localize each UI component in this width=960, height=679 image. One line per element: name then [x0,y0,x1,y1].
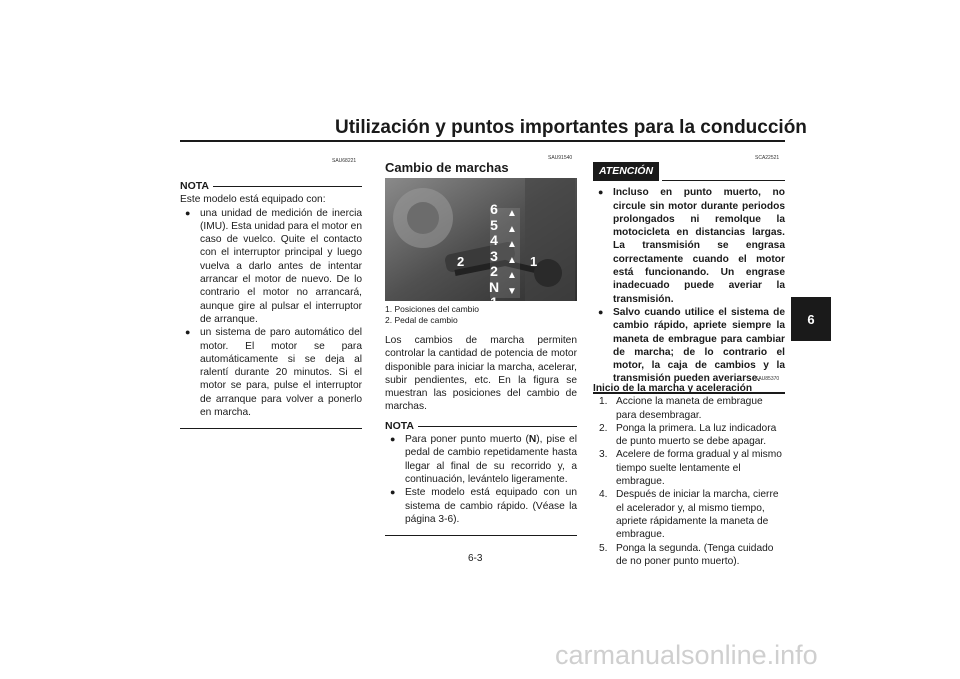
subsection-title: Inicio de la marcha y aceleración [593,383,753,394]
atencion-badge: ATENCIÓN [593,162,659,181]
list-item: 4. Después de iniciar la marcha, cierre el acelerador y, al mismo tiempo, apriete rápidamente la maneta de embrague. [599,489,779,541]
right-column [593,162,785,394]
list-item: ● una unidad de medición de inercia (IMU). Esta unidad para el motor en caso de vuelco. Quite el contacto con el interruptor principal y luego vuelva a darlo antes de intentar arrancar el motor de nuevo. De lo contrario el motor no arrancará, aunque gire al pulsar el interruptor de arranque. [180,207,362,327]
nota-heading [385,420,577,433]
reference-code: SAU91540 [548,155,573,161]
gear-label: 3 [490,247,498,264]
reference-code: SAU68221 [332,158,357,164]
list-item: ● Incluso en punto muerto, no circule sin motor durante periodos prolongados ni remolque la motocicleta en distancias largas. La transmisión se engrasa correctamente cuando el motor está funcionando. Un engrase inadecuado puede averiar la transmisión. [593,186,785,306]
gear-label: 2 [490,263,498,279]
atencion-rule [662,180,785,181]
gear-label: N [488,278,500,295]
reference-code: SCA22521 [755,155,780,161]
caption-item: 1. Posiciones del cambio [385,304,480,314]
list-item: 1. Accione la maneta de embrague para desembragar. [599,396,763,421]
callout-1: 1 [530,254,538,269]
left-column [180,180,362,429]
middle-column [385,334,577,536]
arrow-down-icon: ▼ [507,285,517,297]
chapter-tab: 6 [791,297,831,341]
gear-paragraph: Los cambios de marcha permiten controlar la cantidad de potencia de motor disponible para iniciar la marcha, acelerar, subir pendientes, etc. En la figura se muestran las posiciones del cambio de marchas. [385,335,577,413]
nota-label: NOTA [180,180,209,192]
start-section [593,382,785,568]
arrow-up-icon: ▲ [507,223,517,235]
reference-code: SAU85370 [755,376,780,382]
neutral-symbol: N [528,434,537,446]
gear-shift-illustration [385,178,577,301]
caption-item: 2. Pedal de cambio [385,315,458,325]
list-item: 2. Ponga la primera. La luz indicadora de punto muerto se debe apagar. [599,422,777,448]
arrow-up-icon: ▲ [507,239,517,250]
gear-label: 1 [490,294,498,310]
page-number: 6-3 [468,553,483,564]
nota-heading [180,180,362,193]
watermark: carmanualsonline.info [555,640,818,670]
atencion-heading [593,162,785,181]
nota-intro: Este modelo está equipado con: [180,194,326,206]
nota-label: NOTA [385,419,414,432]
list-item: ● Para poner punto muerto (N), pise el pedal de cambio repetidamente hasta llegar al final de su recorrido y, a continuación, levántelo ligeramente. [385,433,577,486]
arrow-up-icon: ▲ [507,208,517,219]
callout-2: 2 [457,254,465,269]
warning-list [593,186,785,385]
nota-end-rule [385,535,577,536]
gear-label: 5 [490,216,498,233]
list-item: 3. Acelere de forma gradual y al mismo tiempo suelte lentamente el embrague. [599,449,782,488]
list-item: ● Salvo cuando utilice el sistema de cambio rápido, apriete siempre la maneta de embrague para cambiar de marcha; de lo contrario el motor, la caja de cambios y la transmisión pueden averiarse. [593,306,785,386]
list-item: 5. Ponga la segunda. (Tenga cuidado de no poner punto muerto). [599,542,774,567]
list-item: ● un sistema de paro automático del motor. El motor se para automáticamente si se deja al ralentí durante 20 minutos. Si el motor se para, pulse el interruptor de arranque para volver a ponerlo en marcha. [180,326,362,419]
header-rule [180,140,785,142]
figure-captions [385,304,479,326]
section-title: Cambio de marchas [385,160,509,175]
nota-bullet-list [180,207,362,420]
arrow-up-icon: ▲ [507,270,517,281]
nota-bullet-list [385,433,577,526]
arrow-up-icon: ▲ [507,254,517,266]
gear-label: 6 [490,201,498,217]
nota-end-rule [180,428,362,429]
gear-position-labels [485,202,503,311]
gear-arrows [507,206,517,299]
steps-list [593,395,785,568]
page-header-title: Utilización y puntos importantes para la conducción [335,117,807,138]
list-item: ● Este modelo está equipado con un sistema de cambio rápido. (Véase la página 3-6). [385,486,577,526]
nota-rule [418,426,577,427]
gear-label: 4 [490,232,498,248]
nota-rule [213,186,362,187]
